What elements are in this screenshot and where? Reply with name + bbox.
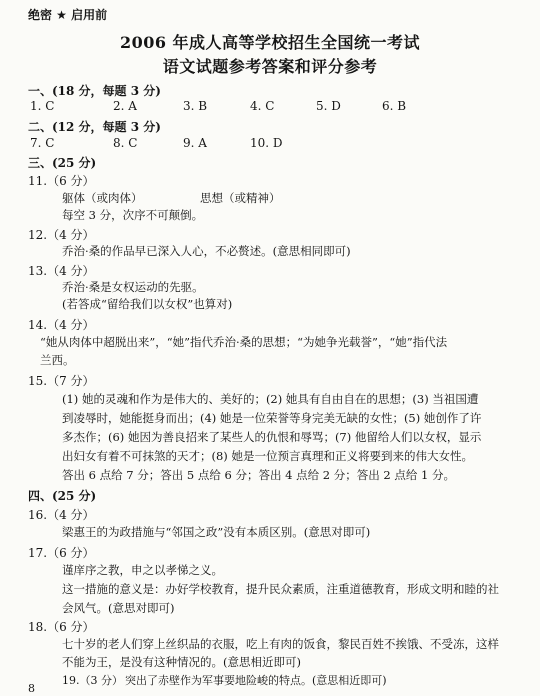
- q14-answer-line2: 兰西。: [40, 353, 75, 367]
- q11-note: 每空 3 分，次序不可颠倒。: [62, 208, 204, 222]
- section1-heading: 一、(18 分，每题 3 分): [28, 84, 161, 98]
- section4-heading: 四、(25 分): [28, 489, 97, 503]
- answer-1: 1. C: [30, 99, 55, 113]
- q15-number: 15.（7 分）: [28, 374, 95, 388]
- q11-answer-1: 躯体（或肉体）: [62, 191, 143, 205]
- section3-heading: 三、(25 分): [28, 156, 97, 170]
- q17-number: 17.（6 分）: [28, 546, 95, 560]
- q17-answer-line1: 谨庠序之教，申之以孝悌之义。: [62, 563, 223, 577]
- q12-number: 12.（4 分）: [28, 228, 95, 242]
- q18-answer-line2: 不能为王，是没有这种情况的。(意思相近即可): [62, 655, 301, 669]
- q17-answer-line2: 这一措施的意义是：办好学校教育，提升民众素质，注重道德教育，形成文明和睦的社: [62, 582, 499, 596]
- answer-8: 8. C: [113, 136, 138, 150]
- answer-9: 9. A: [183, 136, 207, 150]
- q15-answer-line4: 出妇女有着不可抹煞的天才；(8) 她是一位预言真理和正义将要到来的伟大女性。: [62, 449, 473, 463]
- q13-number: 13.（4 分）: [28, 264, 95, 278]
- q16-number: 16.（4 分）: [28, 508, 95, 522]
- answer-10: 10. D: [250, 136, 283, 150]
- answer-3: 3. B: [183, 99, 208, 113]
- answer-2: 2. A: [113, 99, 137, 113]
- q15-answer-line1: (1) 她的灵魂和作为是伟大的、美好的；(2) 她具有自由自在的思想；(3) 当祖国遭: [62, 392, 479, 406]
- q15-scoring: 答出 6 点给 7 分；答出 5 点给 6 分；答出 4 点给 2 分；答出 2 点给 1 分。: [62, 468, 456, 482]
- q14-answer-line1: “她从肉体中超脱出来”，“她”指代乔治·桑的思想；“为她争光载誉”，“她”指代法: [40, 335, 448, 349]
- q16-answer: 梁惠王的为政措施与“邻国之政”没有本质区别。(意思对即可): [62, 525, 371, 539]
- answer-6: 6. B: [382, 99, 407, 113]
- page-number: 8: [28, 682, 35, 695]
- q15-answer-line3: 多杰作；(6) 她因为善良招来了某些人的仇恨和辱骂；(7) 他留给人们以女权，显示: [62, 430, 482, 444]
- q17-answer-line3: 会风气。(意思对即可): [62, 601, 175, 615]
- answer-7: 7. C: [30, 136, 55, 150]
- q14-number: 14.（4 分）: [28, 318, 95, 332]
- q11-answer-2: 思想（或精神）: [200, 191, 281, 205]
- page-title: 2006 年成人高等学校招生全国统一考试: [119, 33, 421, 52]
- q18-number: 18.（6 分）: [28, 620, 95, 634]
- q18-answer-line1: 七十岁的老人们穿上丝织品的衣服，吃上有肉的饭食，黎民百姓不挨饿、不受冻，这样: [62, 637, 499, 651]
- answer-4: 4. C: [250, 99, 275, 113]
- secret-label: 绝密 ★ 启用前: [28, 8, 108, 22]
- answer-5: 5. D: [316, 99, 341, 113]
- section2-heading: 二、(12 分，每题 3 分): [28, 120, 161, 134]
- q19-number: 19.（3 分）: [62, 674, 123, 687]
- q15-answer-line2: 到凌辱时，她能挺身而出；(4) 她是一位荣誉等身完美无缺的女性；(5) 她创作了许: [62, 411, 482, 425]
- q19-answer: 突出了赤壁作为军事要地险峻的特点。(意思相近即可): [125, 674, 387, 687]
- q13-answer: 乔治·桑是女权运动的先驱。: [62, 280, 204, 294]
- q11-number: 11.（6 分）: [28, 174, 95, 188]
- q12-answer: 乔治·桑的作品早已深入人心，不必赘述。(意思相同即可): [62, 244, 351, 258]
- page-subtitle: 语文试题参考答案和评分参考: [162, 57, 378, 76]
- q13-note: (若答成“留给我们以女权”也算对): [62, 297, 233, 311]
